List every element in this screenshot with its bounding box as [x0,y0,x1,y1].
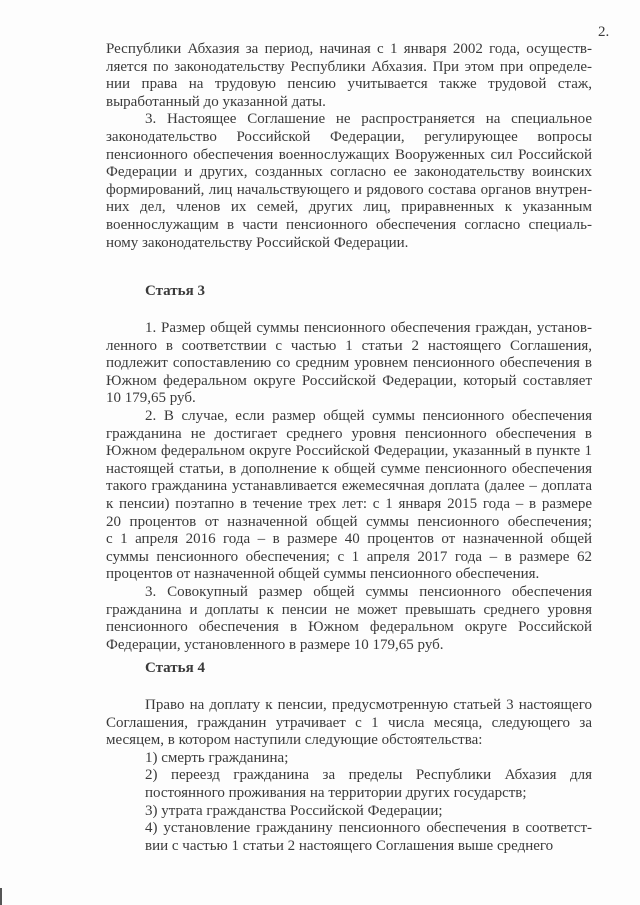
text-line: ленного в соответствии с частью 1 статьи 2 настоящего Соглашения, [106,337,592,354]
text-line: к пенсии) поэтапно в течение трех лет: с 1 января 2015 года – в размере [106,495,592,512]
text-line: месяцем, в котором наступили следующие обстоятельства: [106,732,483,749]
text-line: настоящей статьи, в дополнение к общей сумме пенсионного обеспечения [106,460,592,477]
text-line: законодательство Российской Федерации, регулирующее вопросы [106,128,592,145]
text-line: пенсионного обеспечения военнослужащих Вооруженных сил Российской [106,146,592,163]
text-line: процентов от назначенной общей суммы пенсионного обеспечения. [106,566,540,583]
text-line: пенсионного обеспечения в Южном федеральном округе Российской [106,619,592,636]
text-line: Соглашения, гражданин утрачивает с 1 числа месяца, следующего за [106,714,592,731]
text-line: нии права на трудовую пенсию учитывается также трудовой стаж, [106,76,592,93]
text-line: военнослужащим в части пенсионного обеспечения согласно специаль- [106,216,592,233]
text-line: гражданина не достигает среднего уровня пенсионного обеспечения в [106,425,592,442]
text-line: постоянного проживания на территории других государств; [145,784,527,801]
text-line: подлежит сопоставлению со средним уровнем пенсионного обеспечения в [106,355,592,372]
intro-text [106,41,592,252]
text-line: Южном федеральном округе Российской Федерации, который составляет [106,372,592,389]
text-line: суммы пенсионного обеспечения; с 1 апреля 2017 года – в размере 62 [106,548,592,565]
text-line: 4) установление гражданину пенсионного обеспечения в соответст- [145,820,592,837]
article-4-body [106,697,592,855]
text-line: Федерации, установленного в размере 10 179,65 руб. [106,636,444,653]
text-line: вии с частью 1 статьи 2 настоящего Соглашения выше среднего [145,837,554,854]
text-line: формирований, лиц начальствующего и рядового состава органов внутрен- [106,181,592,198]
text-line: Право на доплату к пенсии, предусмотренную статьей 3 настоящего [145,697,592,713]
text-line: 2) переезд гражданина за пределы Республики Абхазия для [145,767,592,784]
text-line: 20 процентов от назначенной общей суммы пенсионного обеспечения; [106,513,592,530]
text-line: гражданина и доплаты к пенсии не может превышать среднего уровня [106,601,592,618]
text-line: с 1 апреля 2016 года – в размере 40 процентов от назначенной общей [106,531,592,548]
article-3-heading: Статья 3 [145,283,205,299]
text-line: Южном федеральном округе Российской Федерации, указанный в пункте 1 [106,443,592,460]
text-line: 1. Размер общей суммы пенсионного обеспечения граждан, установ- [145,320,592,336]
text-line: 3) утрата гражданства Российской Федерации; [145,802,443,819]
article-4-heading: Статья 4 [145,660,205,676]
page-number: 2. [598,24,610,40]
text-line: ляется по законодательству Республики Абхазия. При этом при определе- [106,58,592,75]
text-line: Республики Абхазия за период, начиная с 1 января 2002 года, осуществ- [106,41,592,57]
text-line: 2. В случае, если размер общей суммы пенсионного обеспечения [145,407,592,424]
text-line: них дел, членов их семей, других лиц, приравненных к указанным [106,199,592,216]
scan-edge-mark [0,888,2,905]
text-line: Федерации и других, созданных согласно ее законодательству воинских [106,164,592,181]
text-line: ному законодательству Российской Федерации. [106,234,409,251]
text-line: 10 179,65 руб. [106,390,196,407]
text-line: 1) смерть гражданина; [145,749,289,766]
text-line: такого гражданина устанавливается ежемесячная доплата (далее – доплата [106,478,592,495]
article-3-body [106,320,592,654]
text-line: 3. Настоящее Соглашение не распространяется на специальное [145,111,592,128]
text-line: 3. Совокупный размер общей суммы пенсионного обеспечения [145,583,592,600]
text-line: выработанный до указанной даты. [106,93,326,110]
